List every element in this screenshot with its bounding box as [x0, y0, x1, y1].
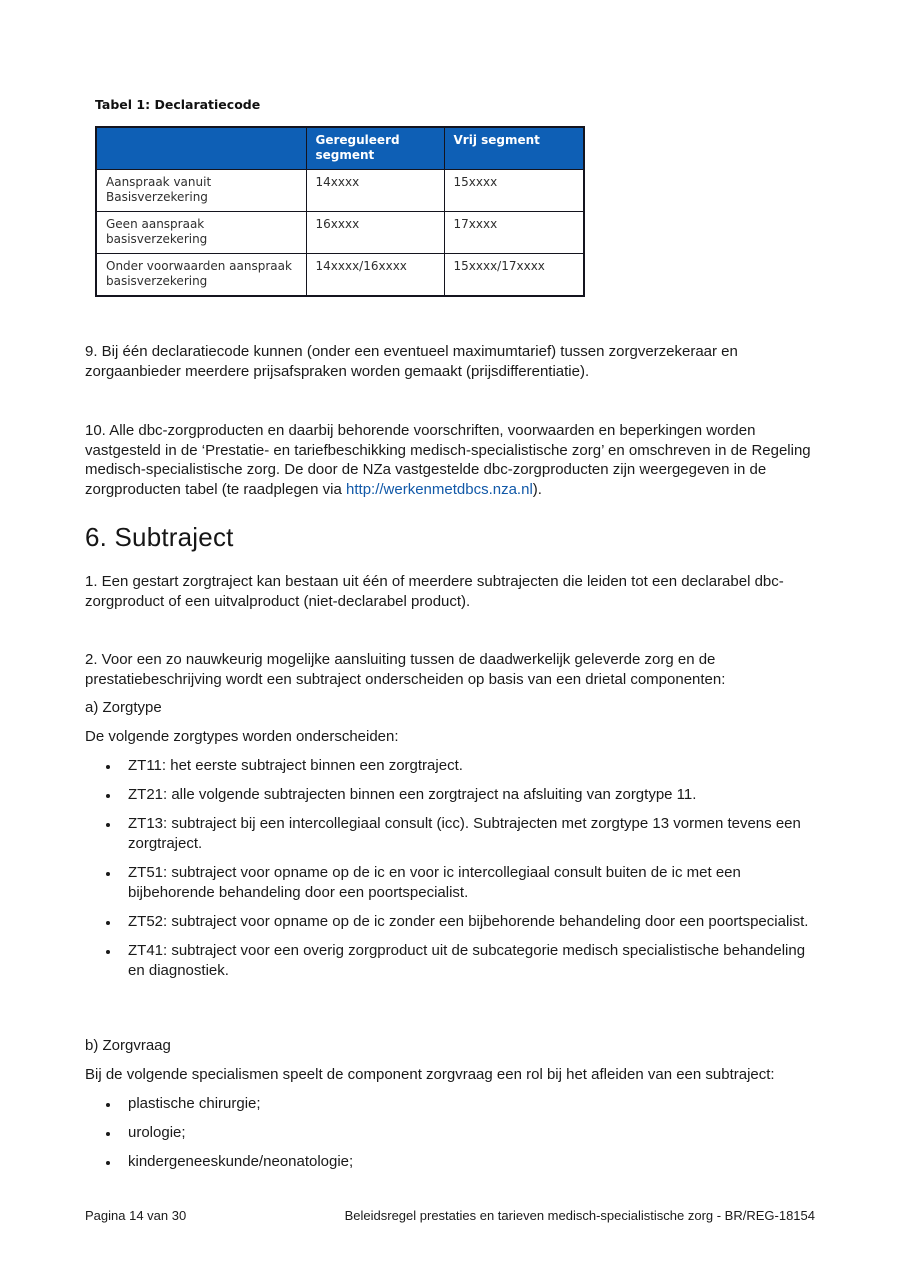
list-item: [85, 1094, 815, 1114]
list-item-text: urologie;: [128, 1124, 186, 1141]
list-item: [85, 912, 815, 932]
bullet-icon: [106, 921, 110, 925]
list-item-text: ZT21: alle volgende subtrajecten binnen een zorgtraject na afsluiting van zorgtype 11.: [128, 786, 697, 803]
bullet-icon: [106, 823, 110, 827]
subtraject-paragraph-1: 1. Een gestart zorgtraject kan bestaan uit één of meerdere subtrajecten die leiden tot een declarabel dbc-zorgproduct of een uitvalproduct (niet-declarabel product).: [85, 573, 784, 610]
table-row-label: Geen aanspraak basisverzekering: [96, 212, 306, 254]
bullet-icon: [106, 794, 110, 798]
list-item-text: ZT13: subtraject bij een intercollegiaal consult (icc). Subtrajecten met zorgtype 13 vormen tevens een zorgtraject.: [128, 815, 801, 852]
bullet-icon: [106, 1132, 110, 1136]
list-item: [85, 785, 815, 805]
component-a-label: a) Zorgtype: [85, 699, 162, 716]
paragraph-10-text: 10. Alle dbc-zorgproducten en daarbij behorende voorschriften, voorwaarden en beperkingen worden vastgesteld in de ‘Prestatie- en tariefbeschikking medisch-specialistische zorg’ en omschreven in de Regeling medisch-specialistische zorg. De door de NZa vastgestelde dbc-zorgproducten zijn weergegeven in de zorgproducten tabel (te raadplegen via: [85, 422, 811, 498]
table-row: [96, 170, 584, 212]
table-header-row: [96, 127, 584, 170]
list-item-text: plastische chirurgie;: [128, 1095, 261, 1112]
zorgtype-intro: De volgende zorgtypes worden onderscheiden:: [85, 727, 399, 745]
table-row-label: Aanspraak vanuit Basisverzekering: [96, 170, 306, 212]
list-item-text: ZT41: subtraject voor een overig zorgproduct uit de subcategorie medisch specialistische behandeling en diagnostiek.: [128, 942, 806, 979]
declaratiecode-table: [95, 126, 585, 297]
zorgvraag-intro: Bij de volgende specialismen speelt de component zorgvraag een rol bij het afleiden van een subtraject:: [85, 1065, 775, 1083]
list-item-text: ZT52: subtraject voor opname op de ic zonder een bijbehorende behandeling door een poortspecialist.: [128, 913, 809, 930]
table-row-label: Onder voorwaarden aanspraak basisverzekering: [96, 254, 306, 297]
list-item: [85, 1123, 815, 1143]
bullet-icon: [106, 765, 110, 769]
table-cell-gereguleerd: 16xxxx: [306, 212, 444, 254]
section-6-heading: 6. Subtraject: [85, 522, 234, 552]
list-item-text: ZT51: subtraject voor opname op de ic en voor ic intercollegiaal consult buiten de ic met een bijbehorende behandeling door een poortspecialist.: [128, 864, 741, 901]
table-cell-vrij: 15xxxx: [444, 170, 584, 212]
list-item: [85, 941, 815, 981]
paragraph-9: 9. Bij één declaratiecode kunnen (onder een eventueel maximumtarief) tussen zorgverzekeraar en zorgaanbieder meerdere prijsafspraken worden gemaakt (prijsdifferentiatie).: [85, 343, 738, 380]
bullet-icon: [106, 950, 110, 954]
component-b-label: b) Zorgvraag: [85, 1037, 171, 1054]
paragraph-10-tail: ).: [532, 480, 542, 498]
list-item: [85, 814, 815, 854]
list-item-text: kindergeneeskunde/neonatologie;: [128, 1153, 354, 1170]
table-header-empty-cell: [96, 127, 306, 170]
bullet-icon: [106, 872, 110, 876]
table-cell-vrij: 17xxxx: [444, 212, 584, 254]
table-header-gereguleerd-segment: Gereguleerd segment: [306, 127, 444, 170]
table-row: [96, 254, 584, 297]
list-item: [85, 863, 815, 903]
table-caption: Tabel 1: Declaratiecode: [95, 97, 261, 112]
page-number: Pagina 14 van 30: [85, 1208, 187, 1223]
table-row: [96, 212, 584, 254]
zorgvraag-list: [85, 1094, 815, 1172]
bullet-icon: [106, 1103, 110, 1107]
zorgtype-list: [85, 756, 815, 981]
page-footer: [85, 1208, 815, 1223]
list-item: [85, 1152, 815, 1172]
table-cell-gereguleerd: 14xxxx: [306, 170, 444, 212]
table-cell-vrij: 15xxxx/17xxxx: [444, 254, 584, 297]
bullet-icon: [106, 1161, 110, 1165]
list-item: [85, 756, 815, 776]
list-item-text: ZT11: het eerste subtraject binnen een zorgtraject.: [128, 757, 463, 774]
werkenmetdbcs-link[interactable]: http://werkenmetdbcs.nza.nl: [346, 480, 533, 498]
paragraph-10: [85, 421, 815, 499]
footer-document-title: Beleidsregel prestaties en tarieven medisch-specialistische zorg - BR/REG-18154: [344, 1208, 815, 1223]
table-header-vrij-segment: Vrij segment: [444, 127, 584, 170]
table-cell-gereguleerd: 14xxxx/16xxxx: [306, 254, 444, 297]
subtraject-paragraph-2: 2. Voor een zo nauwkeurig mogelijke aansluiting tussen de daadwerkelijk geleverde zorg en de prestatiebeschrijving wordt een subtraject onderscheiden op basis van een drietal componenten:: [85, 651, 726, 688]
